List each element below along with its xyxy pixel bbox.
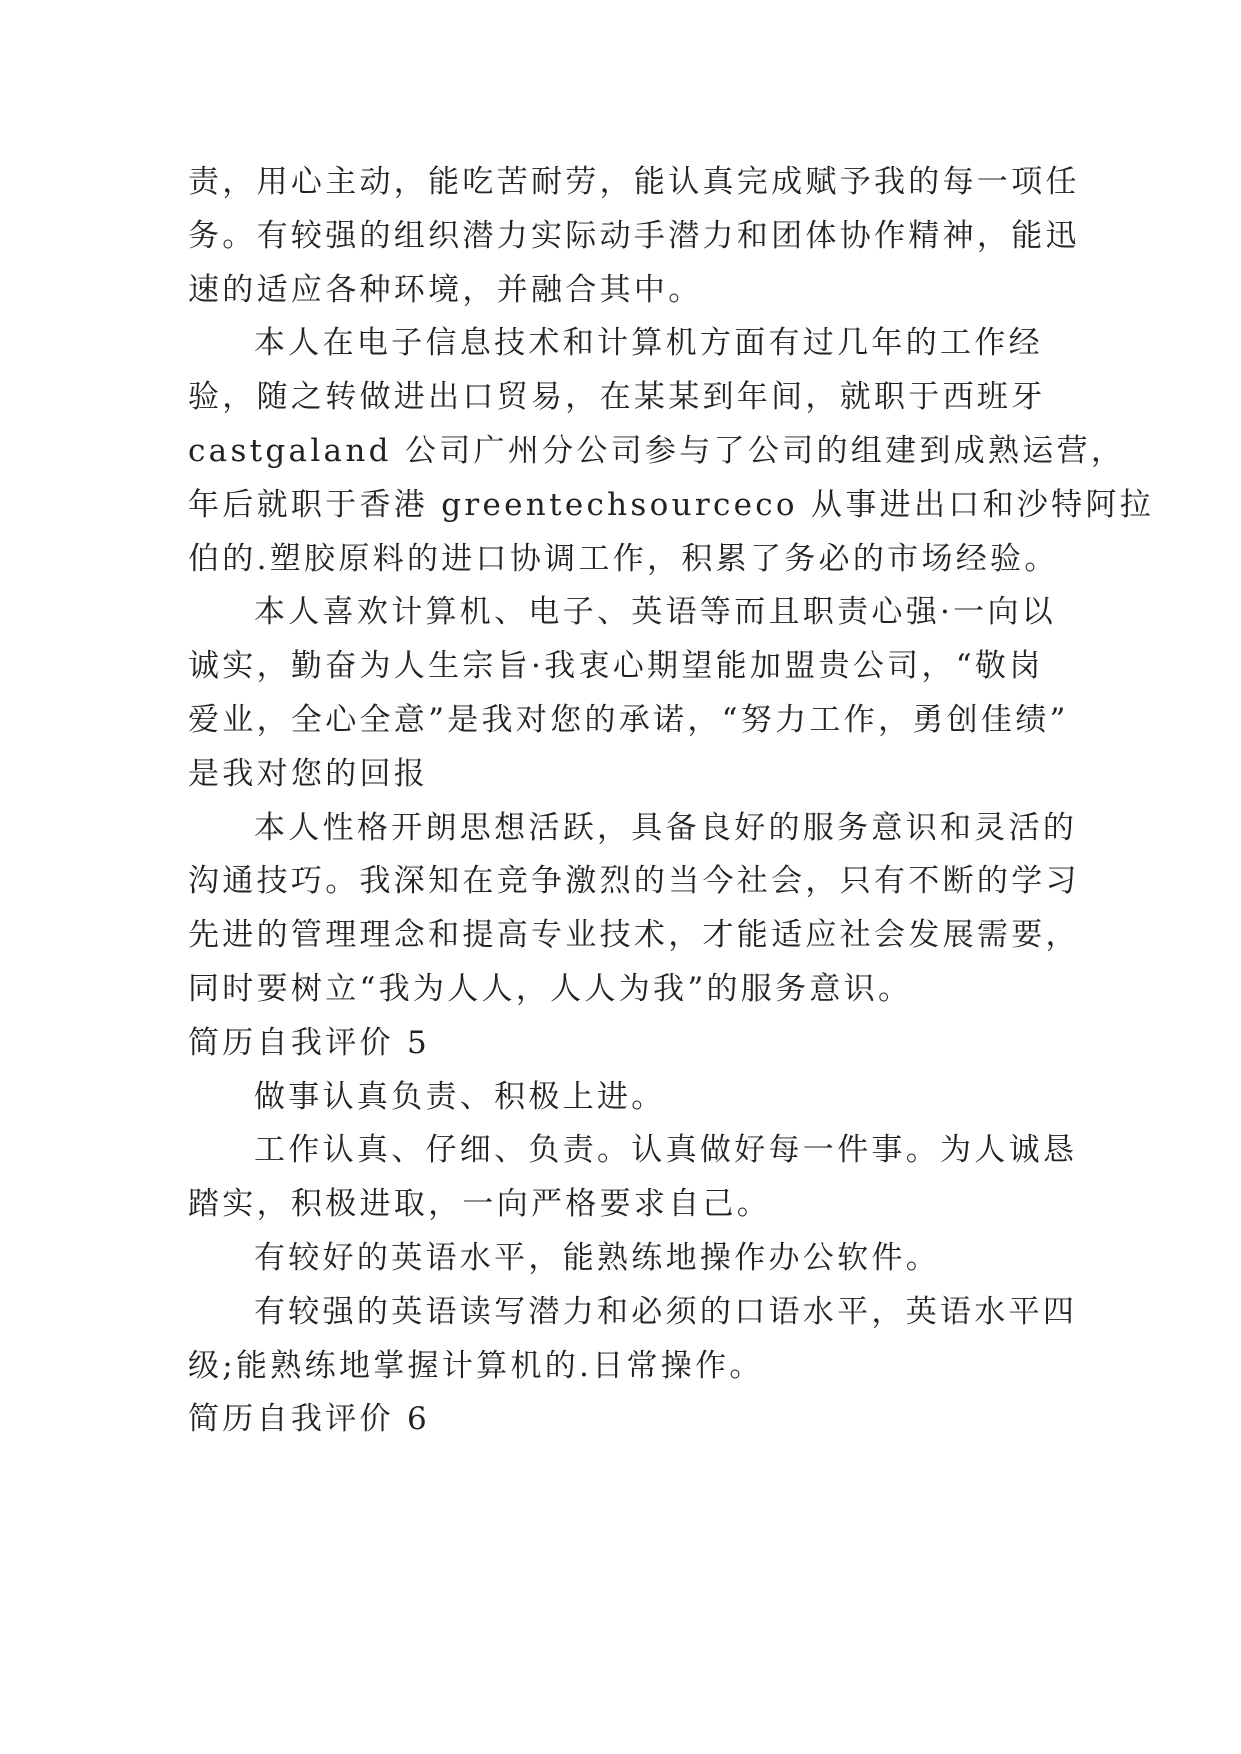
text-line: 验，随之转做进出口贸易，在某某到年间，就职于西班牙 — [188, 379, 1046, 416]
text-line: 伯的.塑胶原料的进口协调工作，积累了务必的市场经验。 — [188, 540, 1059, 577]
section-heading: 简历自我评价 5 — [188, 1024, 430, 1061]
text-line: 年后就职于香港 greentechsourceco 从事进出口和沙特阿拉 — [188, 486, 1155, 523]
paragraph-first-line: 有较强的英语读写潜力和必须的口语水平，英语水平四 — [254, 1293, 1078, 1330]
paragraph-first-line: 本人性格开朗思想活跃，具备良好的服务意识和灵活的 — [254, 809, 1078, 846]
paragraph-first-line: 本人喜欢计算机、电子、英语等而且职责心强·一向以 — [254, 594, 1057, 631]
text-line: 沟通技巧。我深知在竞争激烈的当今社会，只有不断的学习 — [188, 863, 1080, 900]
section-heading: 简历自我评价 6 — [188, 1401, 430, 1438]
text-line: 速的适应各种环境，并融合其中。 — [188, 271, 703, 308]
text-line: 级;能熟练地掌握计算机的.日常操作。 — [188, 1347, 764, 1384]
paragraph-first-line: 工作认真、仔细、负责。认真做好每一件事。为人诚恳 — [254, 1132, 1078, 1169]
text-line: 踏实，积极进取，一向严格要求自己。 — [188, 1186, 772, 1223]
text-line: 爱业，全心全意”是我对您的承诺，“努力工作，勇创佳绩” — [188, 701, 1069, 738]
text-line: 先进的管理理念和提高专业技术，才能适应社会发展需要， — [188, 917, 1080, 954]
text-line: 是我对您的回报 — [188, 755, 429, 792]
paragraph-first-line: 本人在电子信息技术和计算机方面有过几年的工作经 — [254, 325, 1043, 362]
text-line: castgaland 公司广州分公司参与了公司的组建到成熟运营， — [188, 432, 1126, 469]
text-line: 同时要树立“我为人人，人人为我”的服务意识。 — [188, 970, 913, 1007]
paragraph-first-line: 有较好的英语水平，能熟练地操作办公软件。 — [254, 1239, 940, 1276]
text-line: 务。有较强的组织潜力实际动手潜力和团体协作精神，能迅 — [188, 217, 1080, 254]
text-line: 诚实，勤奋为人生宗旨·我衷心期望能加盟贵公司，“敬岗 — [188, 648, 1044, 685]
paragraph-first-line: 做事认真负责、积极上进。 — [254, 1078, 666, 1115]
text-line: 责，用心主动，能吃苦耐劳，能认真完成赋予我的每一项任 — [188, 164, 1080, 200]
document-body — [188, 156, 1155, 1447]
